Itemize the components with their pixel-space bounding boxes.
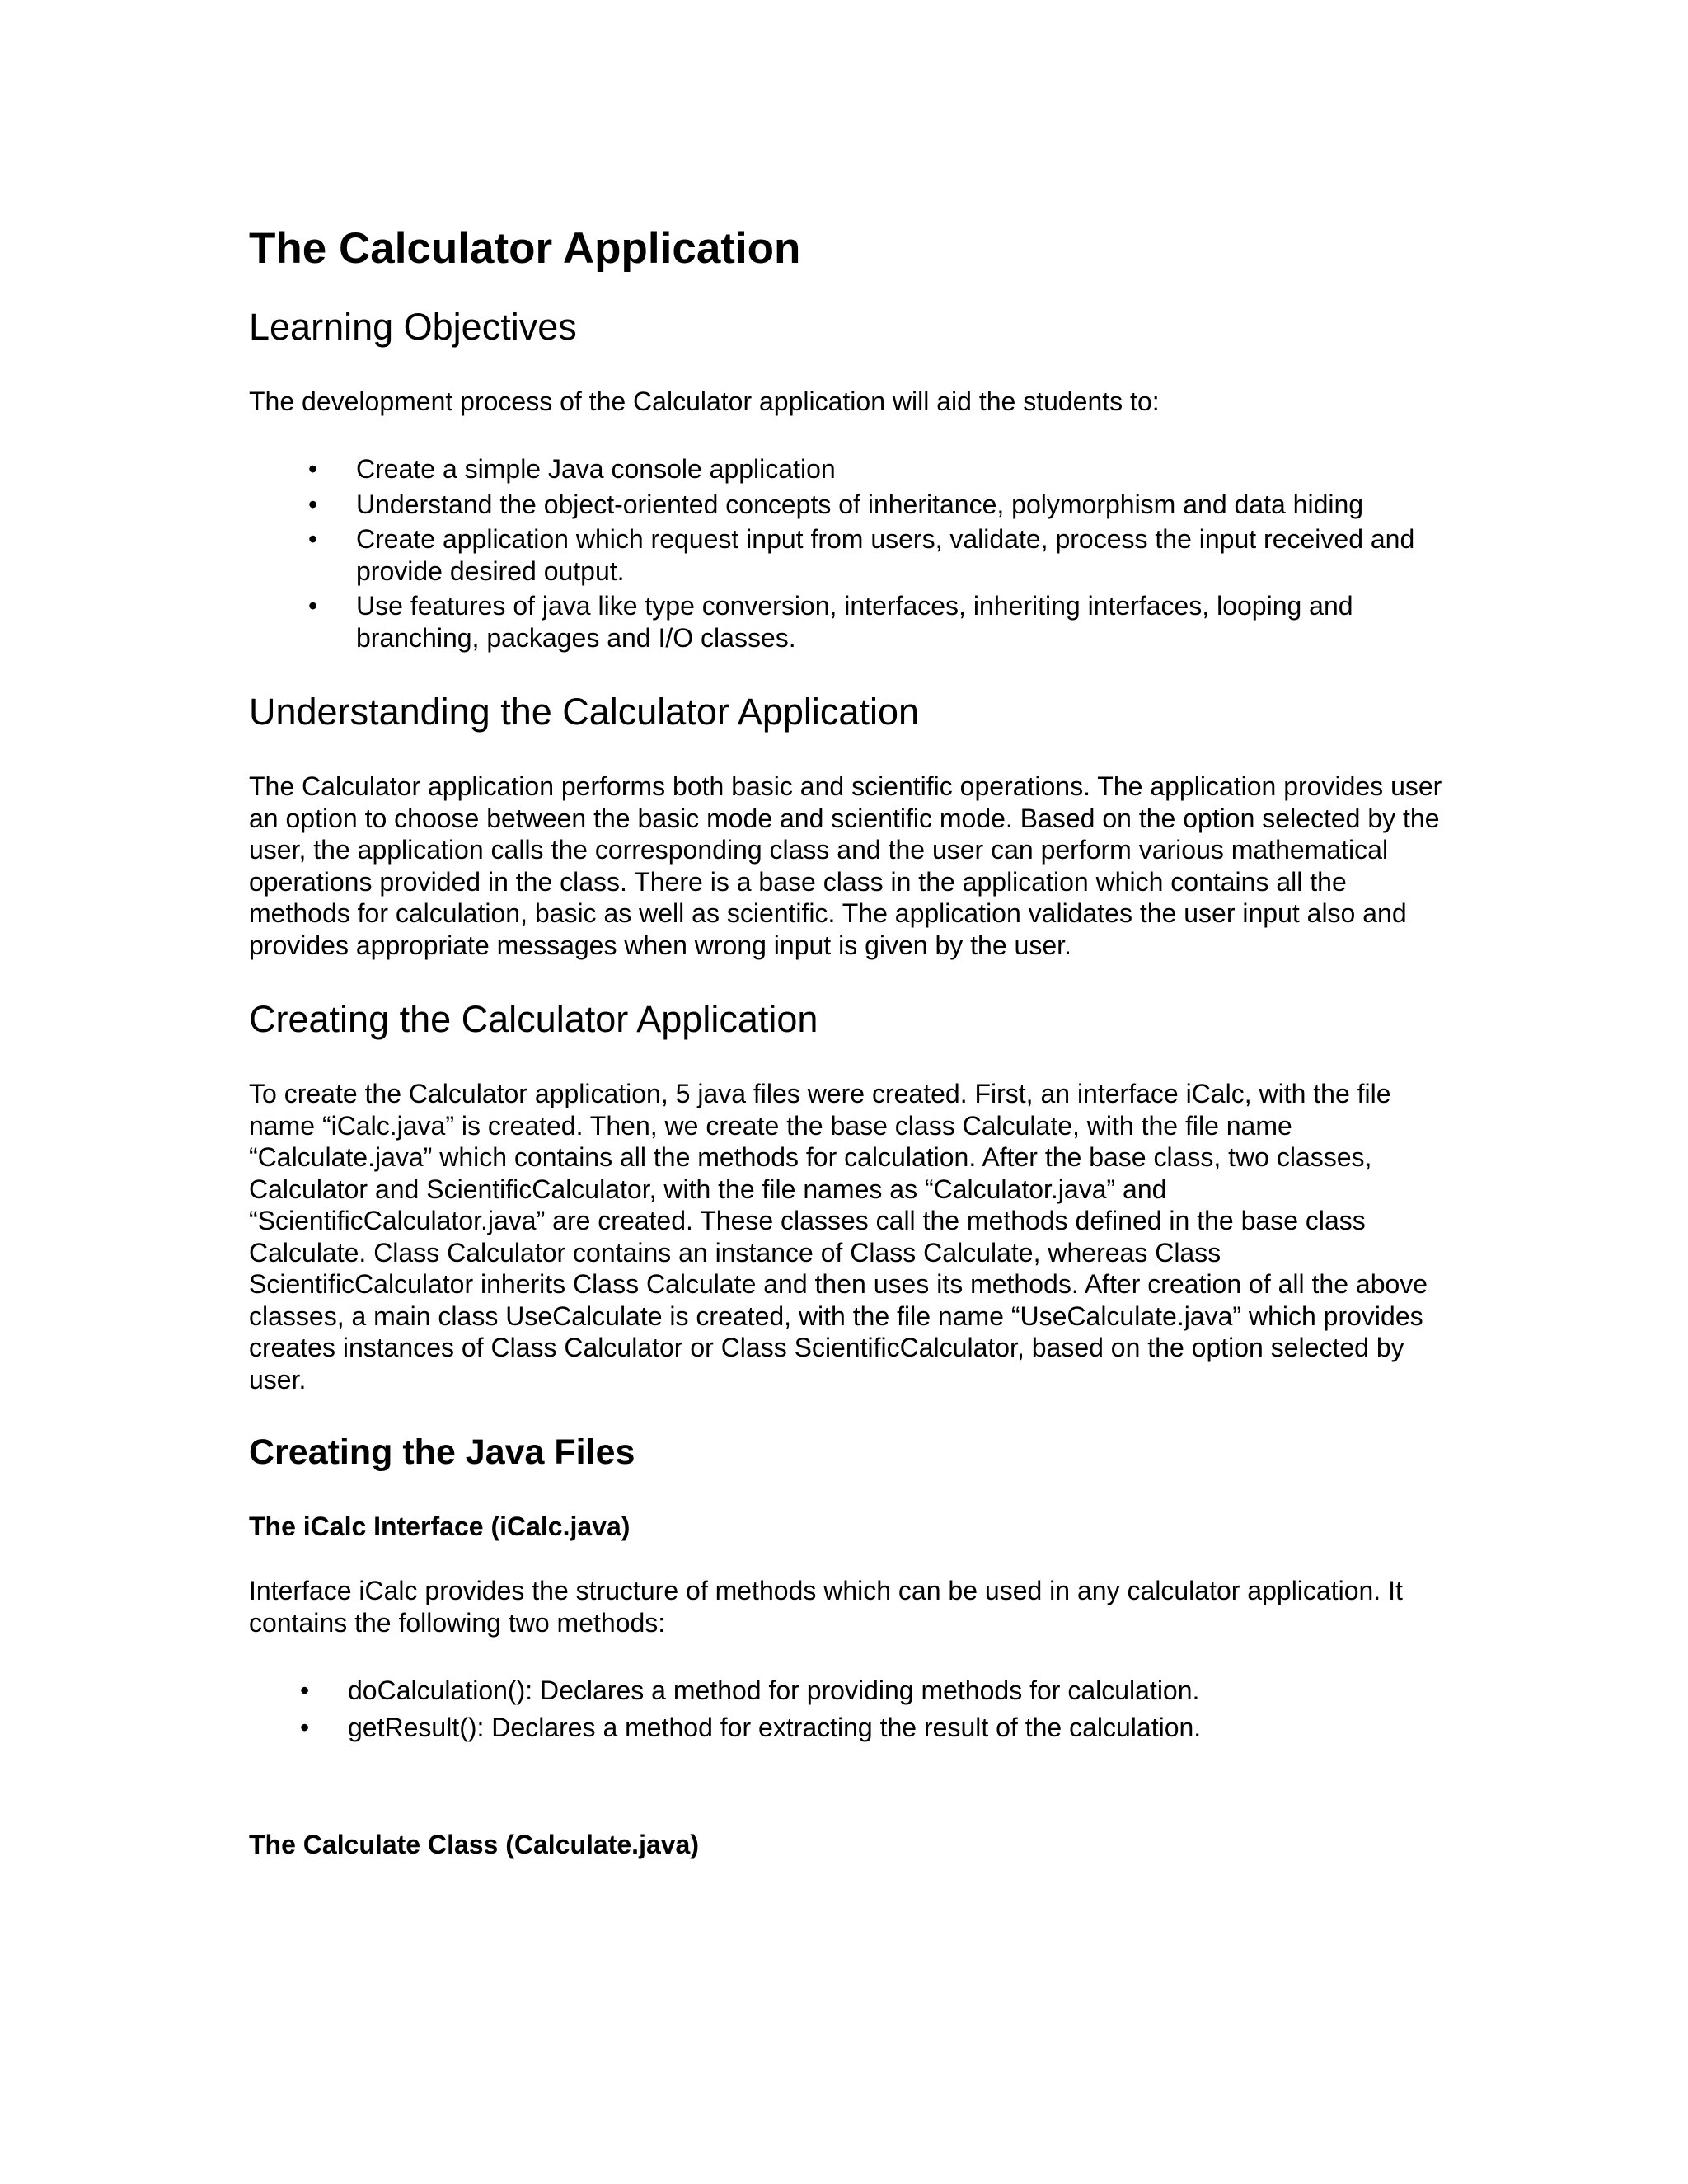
bullet-icon: • [300,1712,310,1742]
icalc-methods-list [249,1675,1452,1743]
calculate-class-heading: The Calculate Class (Calculate.java) [249,1830,699,1860]
icalc-paragraph: Interface iCalc provides the structure of methods which can be used in any calculator application. It contains the following two methods: [249,1576,1403,1638]
page-title: The Calculator Application [249,224,801,273]
list-item: • doCalculation(): Declares a method for providing methods for calculation. [300,1675,1200,1706]
list-item: • getResult(): Declares a method for extracting the result of the calculation. [300,1712,1202,1742]
icalc-heading: The iCalc Interface (iCalc.java) [249,1511,631,1541]
understanding-heading: Understanding the Calculator Application [249,691,920,733]
bullet-icon: • [308,454,318,485]
learning-objectives-heading: Learning Objectives [249,305,577,348]
list-item: • Understand the object-oriented concepts of inheritance, polymorphism and data hiding [308,489,1364,519]
java-files-heading: Creating the Java Files [249,1432,635,1473]
learning-objectives-list [249,453,1452,654]
bullet-icon: • [308,524,318,555]
understanding-paragraph: The Calculator application performs both basic and scientific operations. The application provides user an option to choose between the basic mode and scientific mode. Based on the option selected by the user, the application calls the corresponding class and the user can perform various mathematical operations provided in the class. There is a base class in the application which contains all the methods for calculation, basic as well as scientific. The application validates the user input also and provides appropriate messages when wrong input is given by the user. [249,771,1442,960]
bullet-icon: • [300,1675,310,1706]
creating-paragraph: To create the Calculator application, 5 java files were created. First, an interface iCalc, with the file name “iCalc.java” is created. Then, we create the base class Calculate, with the file name “Calculate.java” which contains all the methods for calculation. After the base class, two classes, Calculator and ScientificCalculator, with the file names as “Calculator.java” and “ScientificCalculator.java” are created. These classes call the methods defined in the base class Calculate. Class Calculator contains an instance of Class Calculate, whereas Class ScientificCalculator inherits Class Calculate and then uses its methods. After creation of all the above classes, a main class UseCalculate is created, with the file name “UseCalculate.java” which provides creates instances of Class Calculator or Class ScientificCalculator, based on the option selected by user. [249,1079,1428,1394]
list-item: • Create a simple Java console application [308,454,836,485]
spacer [249,1779,1452,1829]
bullet-icon: • [308,591,318,621]
list-item: • Use features of java like type conversion, interfaces, inheriting interfaces, looping and branching, packages and I/O classes. [308,591,1353,653]
document-page [249,223,1452,1893]
list-item: • Create application which request input from users, validate, process the input received and provide desired output. [308,524,1415,586]
creating-heading: Creating the Calculator Application [249,998,818,1041]
learning-objectives-intro: The development process of the Calculator application will aid the students to: [249,386,1160,416]
bullet-icon: • [308,489,318,519]
